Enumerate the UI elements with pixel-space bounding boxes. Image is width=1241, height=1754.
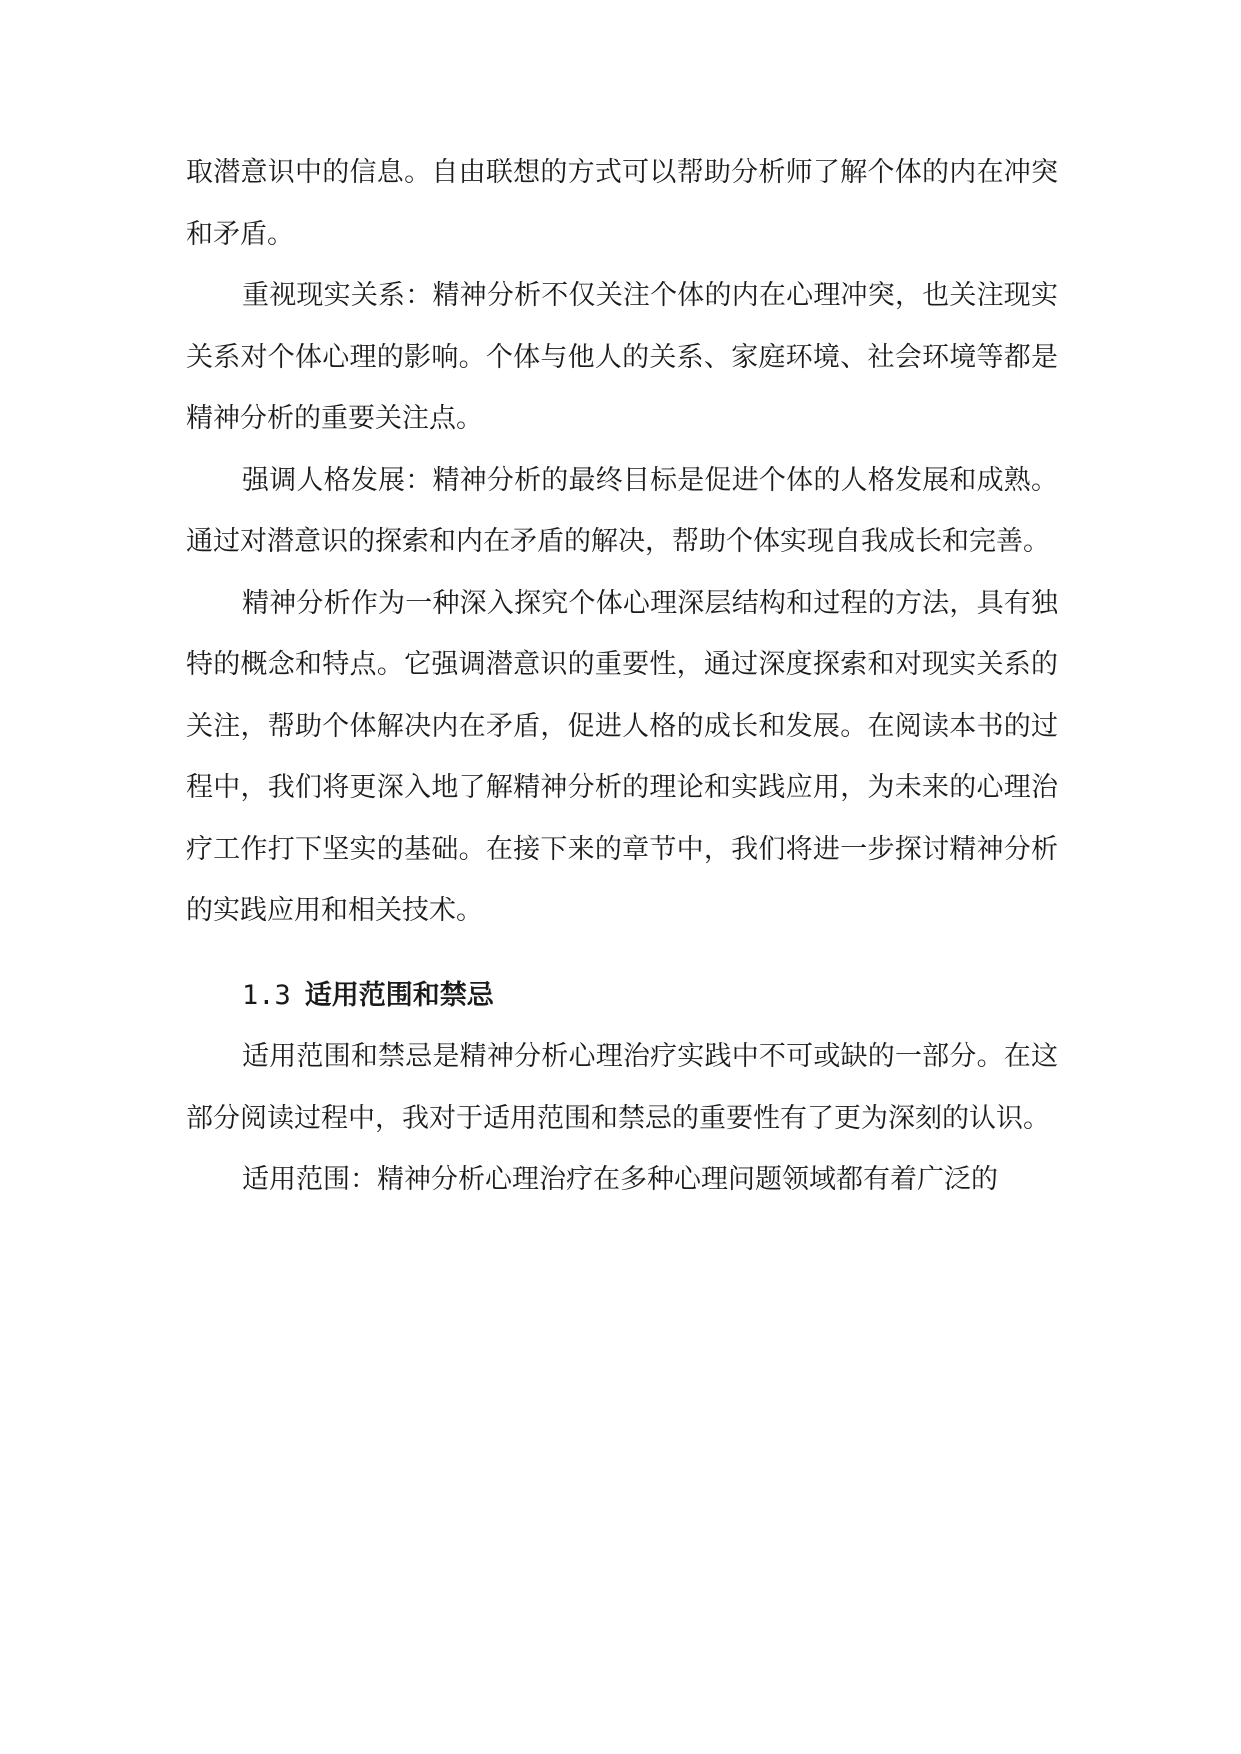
paragraph-section-intro: 适用范围和禁忌是精神分析心理治疗实践中不可或缺的一部分。在这部分阅读过程中，我对于适用范围和禁忌的重要性有了更为深刻的认识。 bbox=[186, 1041, 1058, 1134]
paragraph-reality-relations: 重视现实关系：精神分析不仅关注个体的内在心理冲突，也关注现实关系对个体心理的影响。个体与他人的关系、家庭环境、社会环境等都是精神分析的重要关注点。 bbox=[186, 280, 1058, 434]
section-heading bbox=[186, 965, 1058, 1027]
paragraph-continuation: 取潜意识中的信息。自由联想的方式可以帮助分析师了解个体的内在冲突和矛盾。 bbox=[186, 157, 1058, 250]
paragraph-scope: 适用范围：精神分析心理治疗在多种心理问题领域都有着广泛的 bbox=[242, 1164, 998, 1195]
paragraph-summary: 精神分析作为一种深入探究个体心理深层结构和过程的方法，具有独特的概念和特点。它强调潜意识的重要性，通过深度探索和对现实关系的关注，帮助个体解决内在矛盾，促进人格的成长和发展。在阅读本书的过程中，我们将更深入地了解精神分析的理论和实践应用，为未来的心理治疗工作打下坚实的基础。在接下来的章节中，我们将进一步探讨精神分析的实践应用和相关技术。 bbox=[186, 587, 1058, 926]
paragraph-personality-development: 强调人格发展：精神分析的最终目标是促进个体的人格发展和成熟。通过对潜意识的探索和内在矛盾的解决，帮助个体实现自我成长和完善。 bbox=[186, 464, 1058, 557]
section-number: 1.3 bbox=[242, 979, 291, 1011]
body-text bbox=[186, 142, 1058, 1211]
section-title: 适用范围和禁忌 bbox=[304, 979, 494, 1011]
